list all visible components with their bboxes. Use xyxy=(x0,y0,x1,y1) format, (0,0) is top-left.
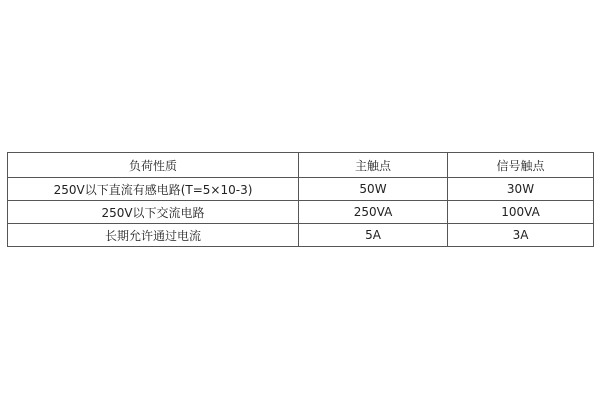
load-spec-table xyxy=(7,152,594,247)
table-row xyxy=(8,201,594,224)
cell-signal-contact: 100VA xyxy=(448,201,594,224)
header-main-contact: 主触点 xyxy=(299,153,448,178)
cell-main-contact: 250VA xyxy=(299,201,448,224)
cell-main-contact: 50W xyxy=(299,178,448,201)
cell-load-type: 250V以下直流有感电路(T=5×10-3) xyxy=(8,178,299,201)
cell-signal-contact: 30W xyxy=(448,178,594,201)
cell-main-contact: 5A xyxy=(299,224,448,247)
table-row xyxy=(8,224,594,247)
header-signal-contact: 信号触点 xyxy=(448,153,594,178)
cell-load-type: 250V以下交流电路 xyxy=(8,201,299,224)
cell-signal-contact: 3A xyxy=(448,224,594,247)
cell-load-type: 长期允许通过电流 xyxy=(8,224,299,247)
table-header-row xyxy=(8,153,594,178)
table-row xyxy=(8,178,594,201)
header-load-type: 负荷性质 xyxy=(8,153,299,178)
